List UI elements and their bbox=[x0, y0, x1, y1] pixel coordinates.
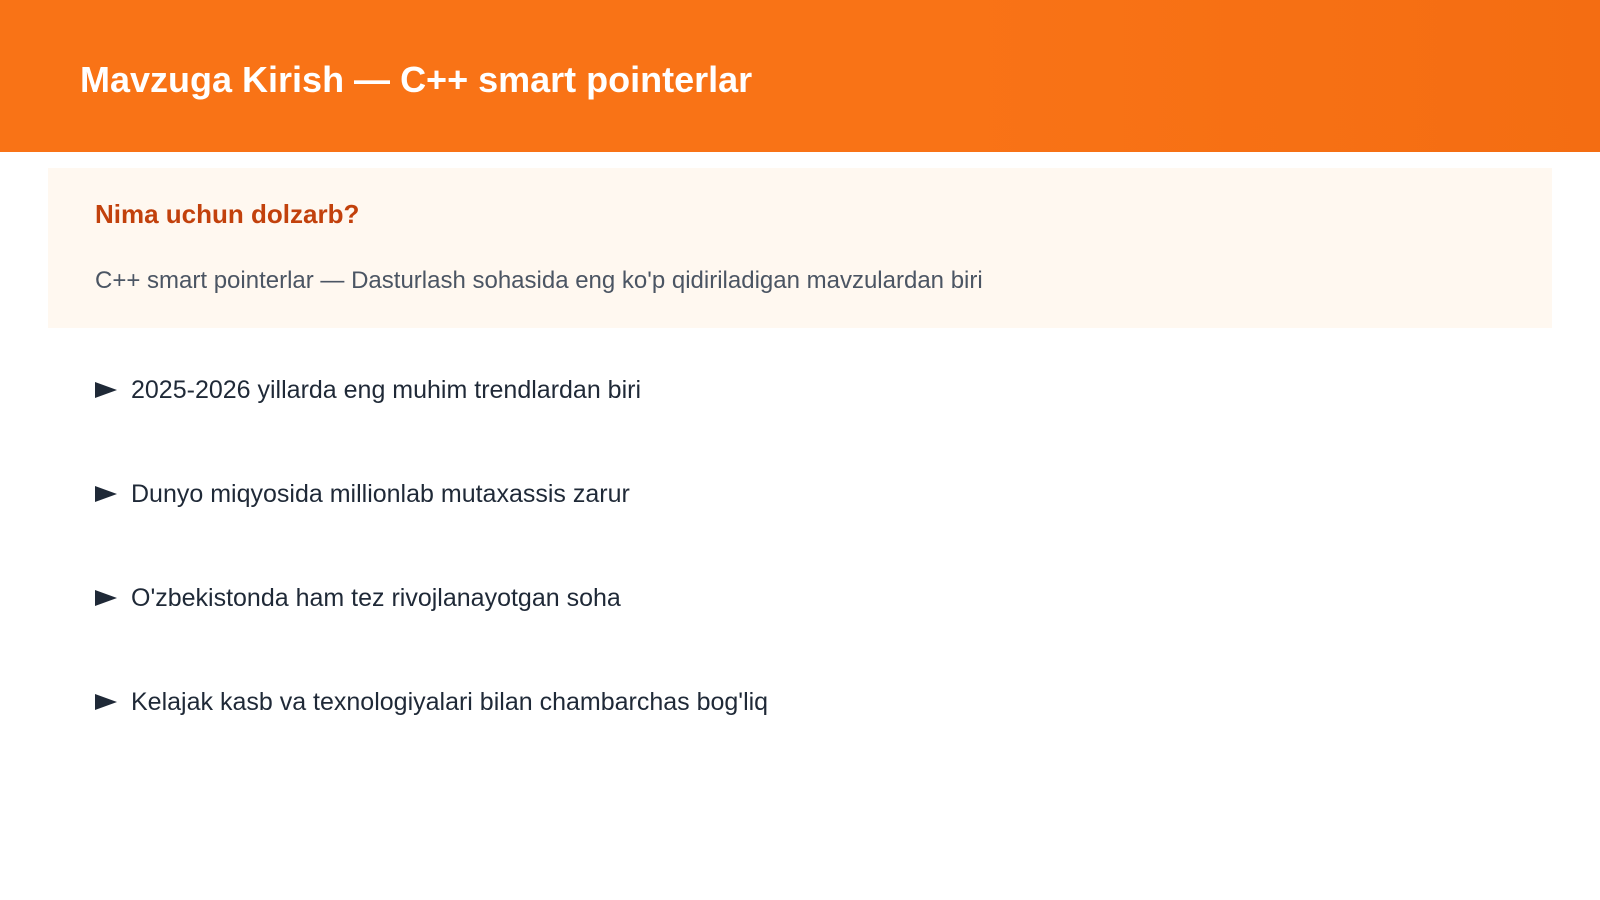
bullet-text: Kelajak kasb va texnologiyalari bilan chambarchas bog'liq bbox=[131, 688, 769, 716]
bullet-list bbox=[95, 372, 768, 788]
intro-text: C++ smart pointerlar — Dasturlash sohasida eng ko'p qidiriladigan mavzulardan biri bbox=[95, 267, 983, 294]
bullet-text: Dunyo miqyosida millionlab mutaxassis zarur bbox=[131, 480, 630, 508]
slide-title: Mavzuga Kirish — C++ smart pointerlar bbox=[80, 59, 753, 100]
intro-heading: Nima uchun dolzarb? bbox=[95, 199, 360, 229]
triangle-right-icon bbox=[95, 486, 117, 502]
bullet-item bbox=[95, 372, 768, 408]
bullet-text: 2025-2026 yillarda eng muhim trendlardan biri bbox=[131, 376, 642, 404]
bullet-text: O'zbekistonda ham tez rivojlanayotgan soha bbox=[131, 584, 621, 612]
triangle-right-icon bbox=[95, 382, 117, 398]
bullet-item bbox=[95, 476, 768, 512]
bullet-item bbox=[95, 580, 768, 616]
header-banner bbox=[0, 0, 1600, 152]
bullet-item bbox=[95, 684, 768, 720]
triangle-right-icon bbox=[95, 694, 117, 710]
triangle-right-icon bbox=[95, 590, 117, 606]
intro-panel bbox=[48, 168, 1552, 328]
